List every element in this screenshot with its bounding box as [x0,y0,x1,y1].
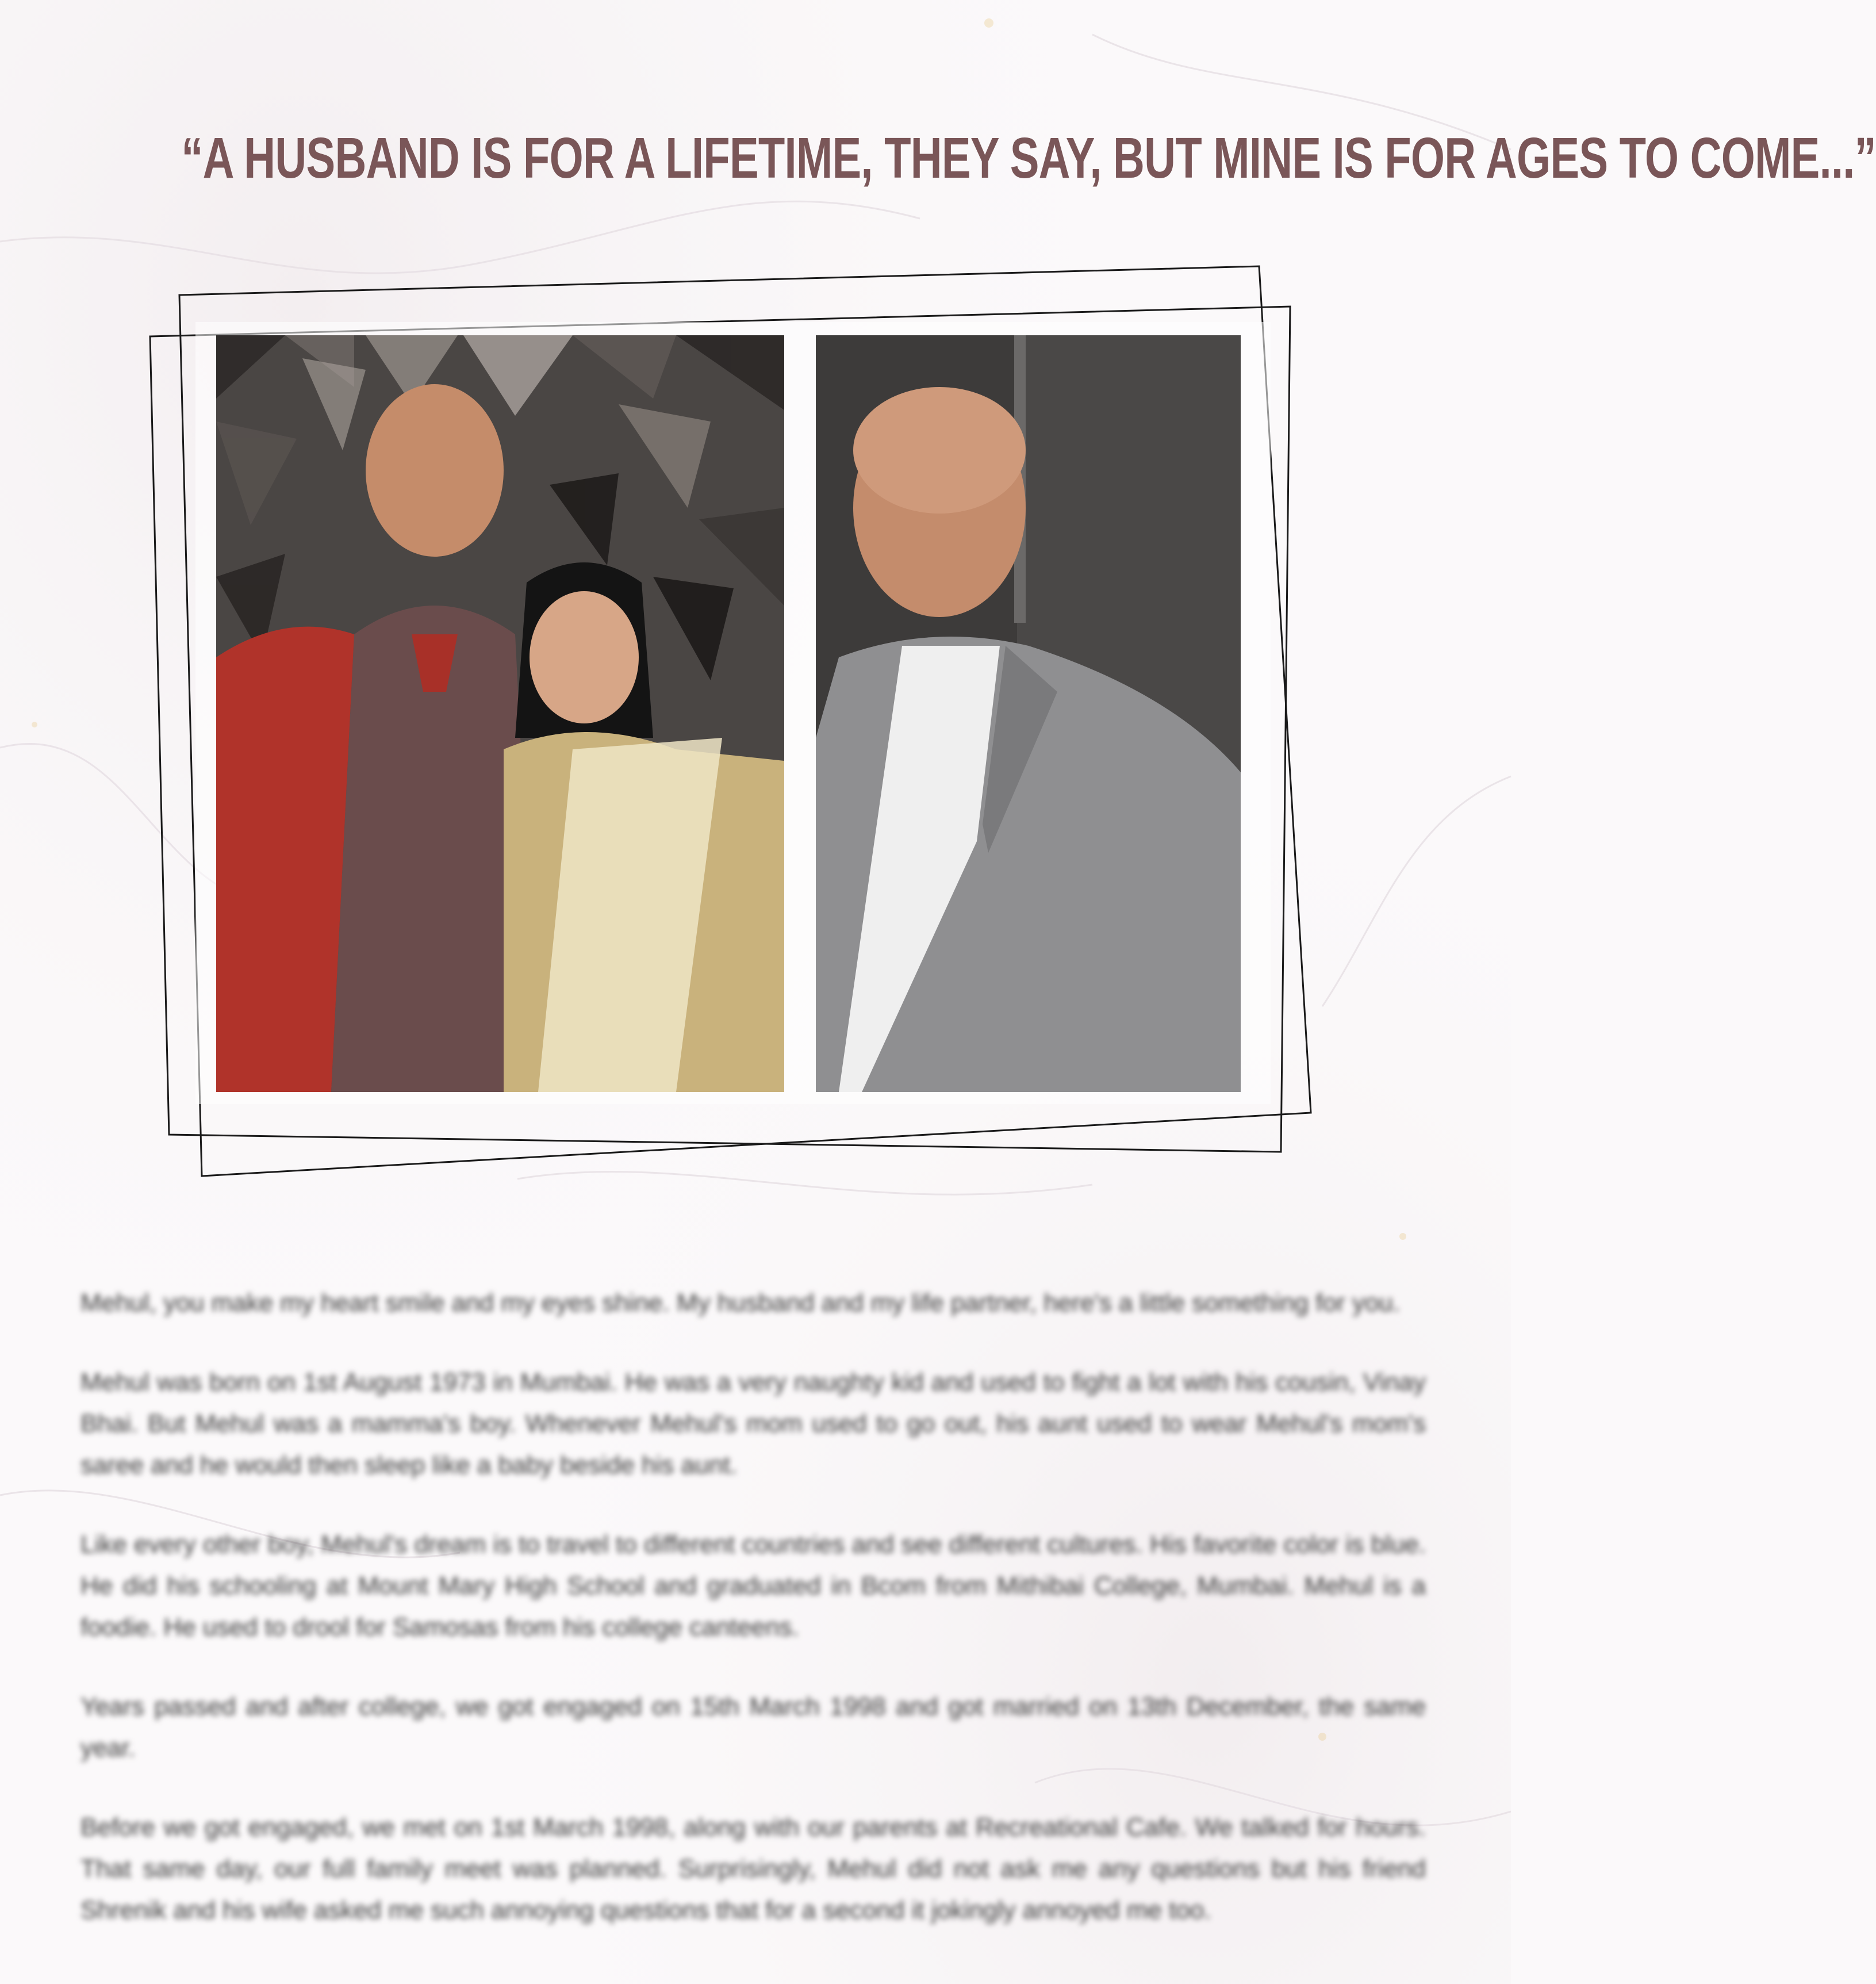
article-paragraph: Years passed and after college, we got engaged on 15th March 1998 and got married on 13th December, the same year. [80,1692,1426,1762]
photo-icon [816,335,1241,1092]
couple-photo [216,335,784,1092]
article-paragraph: Like every other boy, Mehul's dream is to travel to different countries and see different cultures. His favorite color is blue. He did his schooling at Mount Mary High School and graduated in Bcom from Mithibai College, Mumbai. Mehul is a foodie. He used to drool for Samosas from his college canteens. [80,1530,1426,1641]
article-body [80,1282,1426,1969]
portrait-photo [816,335,1241,1092]
quote-heading: “A HUSBAND IS FOR A LIFETIME, THEY SAY, BUT MINE IS FOR AGES TO COME...” [181,126,1876,190]
article-paragraph: Before we got engaged, we met on 1st March 1998, along with our parents at Recreational Cafe. We talked for hours. That same day, our full family meet was planned. Surprisingly, Mehul did not ask me any questions but his friend Shrenik and his wife asked me such annoying questions that for a second it jokingly annoyed me too. [80,1813,1426,1924]
photo-icon [216,335,784,1092]
article-paragraph: Mehul, you make my heart smile and my eyes shine. My husband and my life partner, here's a little something for you. [80,1289,1401,1317]
article-paragraph: Mehul was born on 1st August 1973 in Mumbai. He was a very naughty kid and used to fight a lot with his cousin, Vinay Bhai. But Mehul was a mamma's boy. Whenever Mehul's mom used to go out, his aunt used to wear Mehul's mom's saree and he would then sleep like a baby beside his aunt. [80,1368,1426,1479]
